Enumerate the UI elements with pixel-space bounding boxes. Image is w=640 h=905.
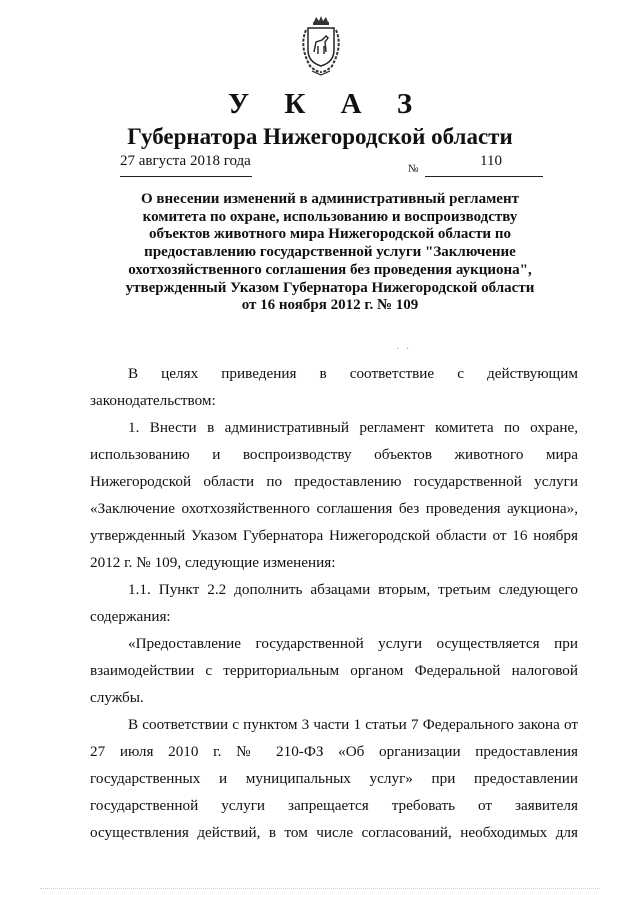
heading-line: охотхозяйственного соглашения без проведения аукциона",: [128, 261, 532, 278]
document-number: 110: [480, 153, 502, 169]
document-type-title: У К А З: [227, 88, 427, 120]
document-heading: [110, 191, 550, 315]
coat-of-arms-icon: [296, 16, 346, 76]
body-paragraph: В целях приведения в соответствие с действующим законодательством:: [90, 365, 578, 409]
scan-specks: · ·: [396, 344, 412, 355]
document-body: [90, 360, 578, 846]
issuer-subtitle: Губернатора Нижегородской области: [127, 124, 513, 149]
heading-line: предоставлению государственной услуги "Заключение: [144, 244, 516, 261]
heading-line: от 16 ноября 2012 г. № 109: [241, 297, 419, 314]
number-underline: [425, 176, 543, 177]
body-paragraph: 1.1. Пункт 2.2 дополнить абзацами вторым, третьим следующего содержания:: [90, 581, 578, 625]
scan-edge-dots: [40, 888, 600, 890]
heading-line: объектов животного мира Нижегородской области по: [149, 226, 511, 243]
document-date: 27 августа 2018 года: [120, 153, 251, 169]
body-paragraph: «Предоставление государственной услуги осуществляется при взаимодействии с территориальным органом Федеральной налоговой службы.: [90, 635, 578, 706]
date-underline: [120, 176, 252, 177]
body-paragraph: В соответствии с пунктом 3 части 1 статьи 7 Федерального закона от 27 июля 2010 г. № 210-ФЗ «Об организации предоставления государственных и муниципальных услуг» при предоставлении государственной услуги запрещается требовать от заявителя осуществления действий, в том числе согласований, необходимых для: [90, 716, 578, 841]
heading-line: комитета по охране, использованию и воспроизводству: [142, 208, 518, 225]
heading-line: О внесении изменений в административный регламент: [141, 191, 519, 207]
body-paragraph: 1. Внести в административный регламент комитета по охране, использованию и воспроизводству объектов животного мира Нижегородской области по предоставлению государственной услуги «Заключение охотхозяйственного соглашения без проведения аукциона», утвержденный Указом Губернатора Нижегородской области от 16 ноября 2012 г. № 109, следующие изменения:: [90, 419, 578, 571]
heading-line: утвержденный Указом Губернатора Нижегородской области: [125, 279, 535, 296]
number-label: №: [408, 163, 419, 175]
